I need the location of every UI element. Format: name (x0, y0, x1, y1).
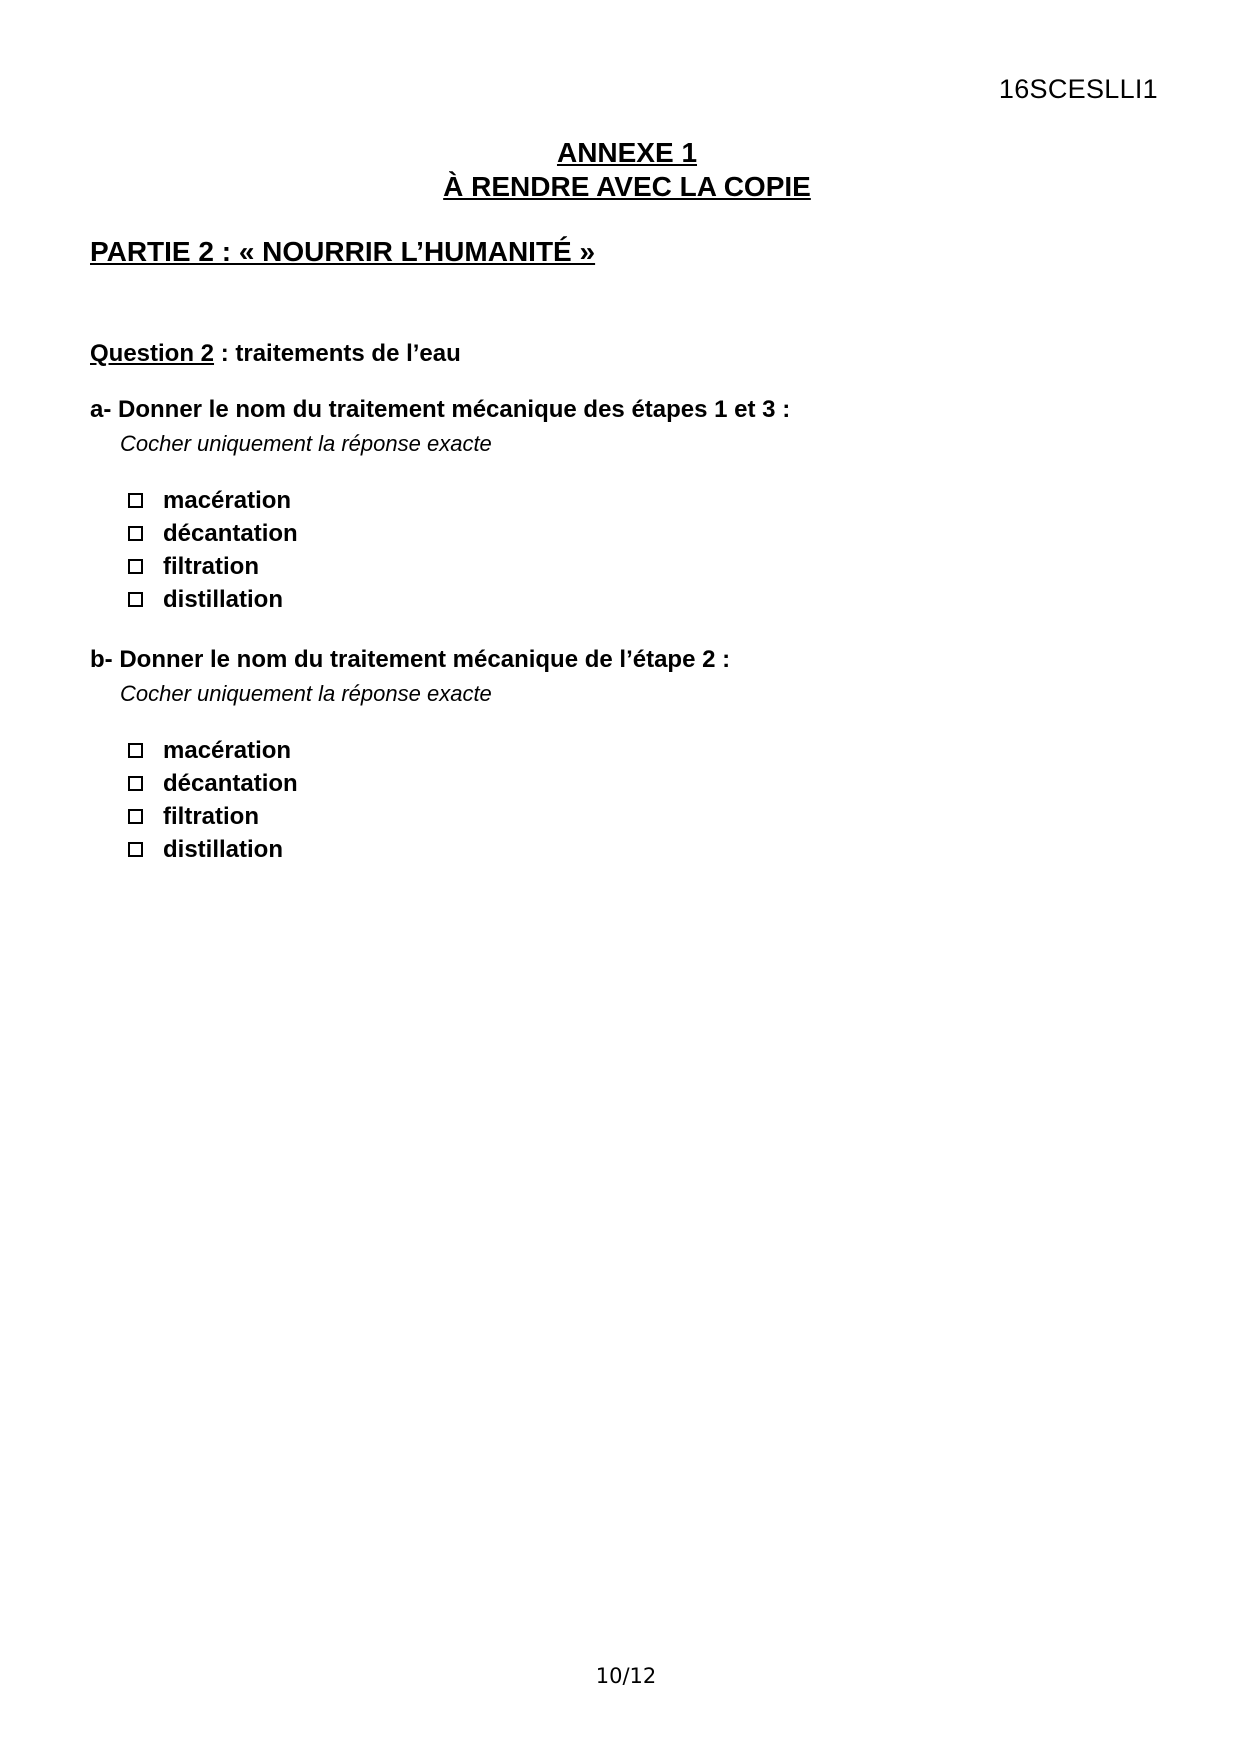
option-item (128, 583, 298, 616)
sub-question-b-prompt: b- Donner le nom du traitement mécanique de l’étape 2 : (90, 646, 731, 673)
question-label: Question 2 (90, 340, 215, 367)
option-item (128, 517, 298, 550)
question-heading (90, 340, 461, 368)
sub-question-a-options (128, 484, 298, 616)
option-item (128, 833, 298, 866)
option-item (128, 800, 298, 833)
option-label: distillation (163, 585, 283, 613)
annex-subtitle: À RENDRE AVEC LA COPIE (443, 171, 811, 202)
option-item (128, 484, 298, 517)
option-label: filtration (163, 552, 259, 580)
checkbox[interactable] (128, 842, 143, 857)
checkbox[interactable] (128, 809, 143, 824)
sub-question-a-prompt: a- Donner le nom du traitement mécanique des étapes 1 et 3 : (90, 396, 791, 423)
checkbox[interactable] (128, 493, 143, 508)
option-label: décantation (163, 519, 298, 547)
option-label: distillation (163, 835, 283, 863)
sub-question-b-instruction: Cocher uniquement la réponse exacte (120, 681, 492, 706)
annex-title: ANNEXE 1 (556, 137, 698, 168)
option-label: décantation (163, 769, 298, 797)
checkbox[interactable] (128, 776, 143, 791)
question-topic: : traitements de l’eau (214, 340, 461, 367)
sub-question-b-options (128, 734, 298, 866)
option-item (128, 550, 298, 583)
part-title: PARTIE 2 : « NOURRIR L’HUMANITÉ » (90, 236, 596, 267)
checkbox[interactable] (128, 592, 143, 607)
checkbox[interactable] (128, 559, 143, 574)
option-item (128, 767, 298, 800)
option-label: filtration (163, 802, 259, 830)
document-code: 16SCESLLI1 (998, 74, 1158, 104)
option-label: macération (163, 486, 292, 514)
option-label: macération (163, 736, 292, 764)
checkbox[interactable] (128, 526, 143, 541)
page-number: 10/12 (595, 1664, 657, 1688)
checkbox[interactable] (128, 743, 143, 758)
option-item (128, 734, 298, 767)
annex-heading (0, 136, 1240, 204)
sub-question-a-instruction: Cocher uniquement la réponse exacte (120, 431, 492, 456)
